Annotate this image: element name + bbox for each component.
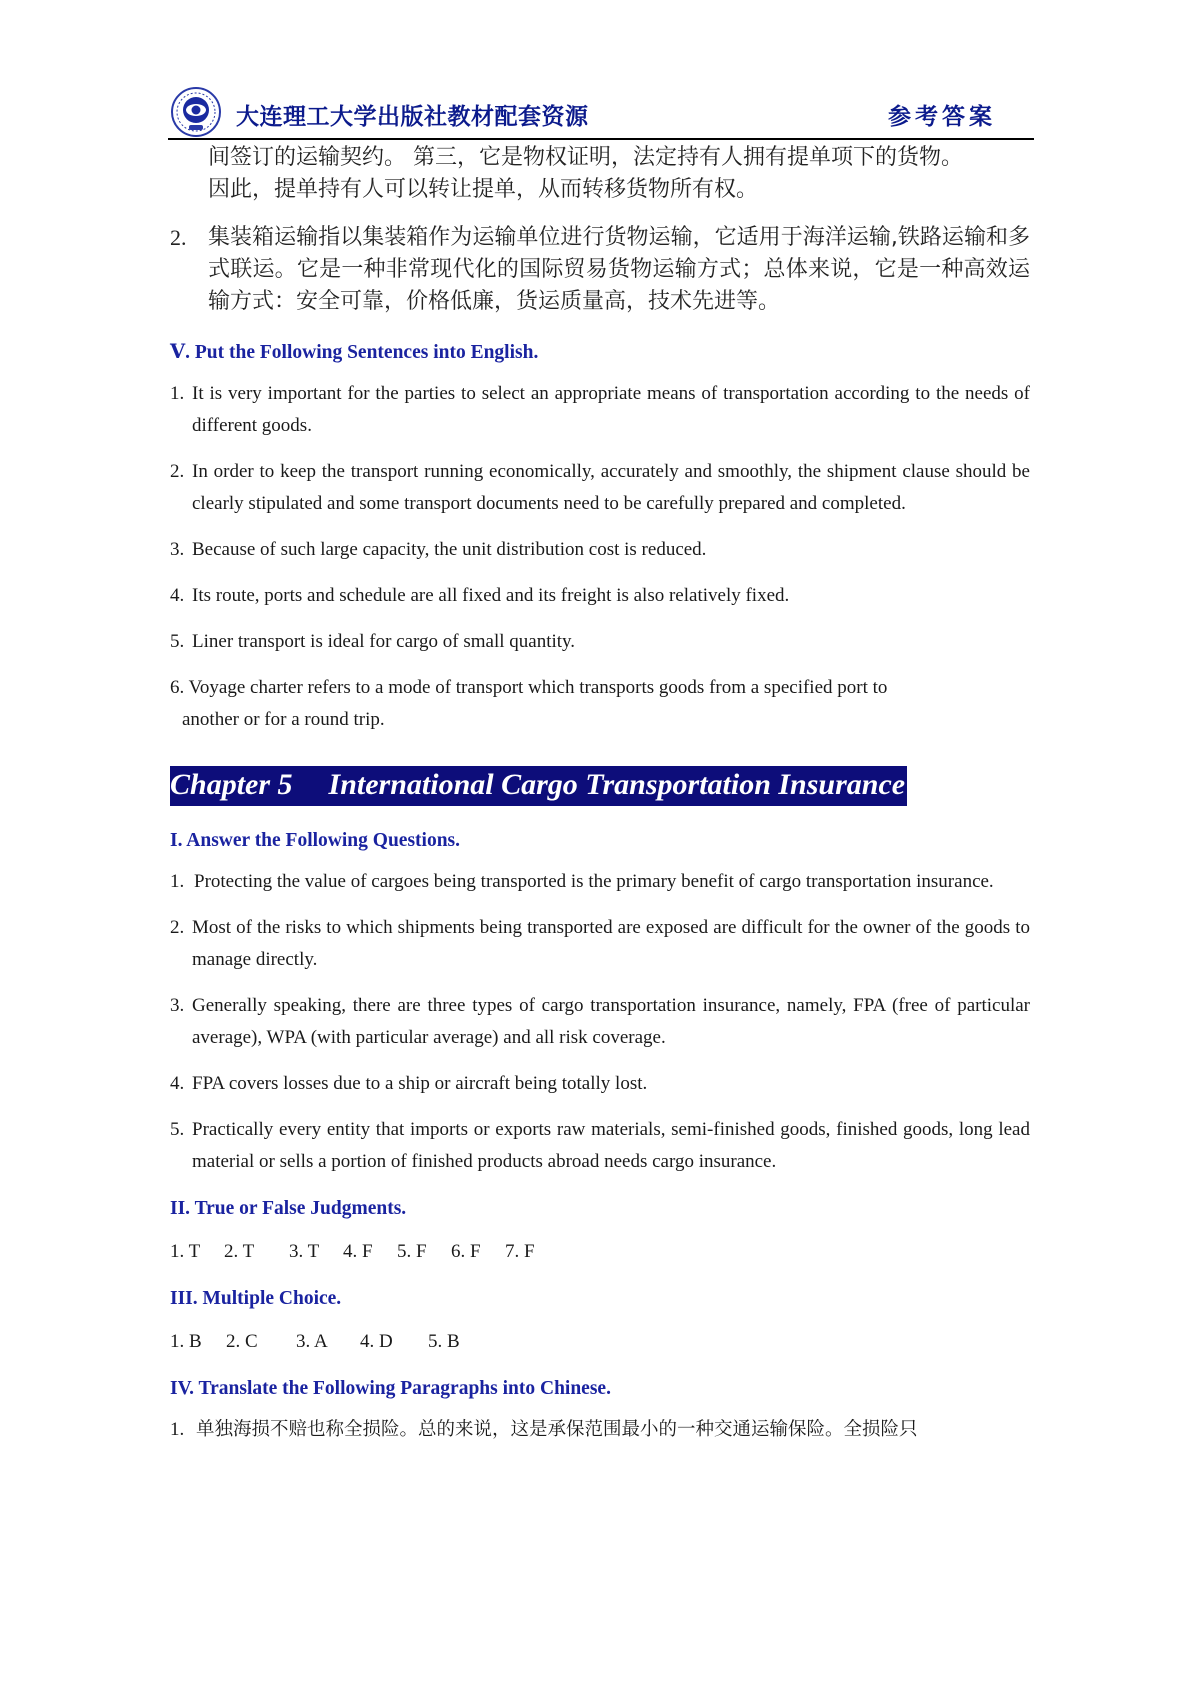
- continued-line-2: 因此，提单持有人可以转让提单，从而转移货物所有权。: [208, 177, 759, 202]
- chapter-number: Chapter 5: [170, 768, 293, 801]
- zh-answer-item: [170, 222, 1030, 318]
- continued-paragraph: [170, 142, 1030, 206]
- answer-item: 5. B: [428, 1331, 460, 1352]
- item-text: Most of the risks to which shipments being transported are exposed are difficult for the owner of the goods to manage directly.: [192, 917, 1030, 970]
- section-v-heading: Ⅴ. Put the Following Sentences into English.: [170, 342, 539, 363]
- item-text: Its route, ports and schedule are all fixed and its freight is also relatively fixed.: [192, 585, 790, 606]
- item-number: 2.: [170, 225, 187, 250]
- item-number: 2.: [170, 917, 185, 938]
- item-number: 1.: [170, 383, 185, 404]
- answer-item: 3. T: [289, 1241, 320, 1262]
- chapter-title: International Cargo Transportation Insurance: [328, 768, 906, 801]
- answer-item: 2. C: [226, 1331, 258, 1352]
- section-iii-heading: III. Multiple Choice.: [170, 1288, 342, 1309]
- list-item: [170, 1068, 1030, 1100]
- item-number: 4.: [170, 1073, 185, 1094]
- answer-item: 1. B: [170, 1331, 202, 1352]
- list-item: [170, 534, 1030, 566]
- list-item: [170, 378, 1030, 442]
- item-text: Practically every entity that imports or exports raw materials, semi-finished goods, finished goods, long lead material or sells a portion of finished products abroad needs cargo insurance.: [192, 1119, 1030, 1172]
- item-line-2: another or for a round trip.: [182, 709, 385, 730]
- item-text: Protecting the value of cargoes being transported is the primary benefit of cargo transportation insurance.: [194, 871, 994, 892]
- section-i-list: [170, 866, 1030, 1178]
- item-text: Generally speaking, there are three types of cargo transportation insurance, namely, FPA (free of particular average), WPA (with particular average) and all risk coverage.: [192, 995, 1030, 1048]
- zh-translation-item: [170, 1414, 1030, 1446]
- answer-item: 4. F: [343, 1241, 373, 1262]
- list-item: [170, 626, 1030, 658]
- chapter-heading: [170, 766, 907, 806]
- answer-item: 5. F: [397, 1241, 427, 1262]
- item-number: 5.: [170, 1119, 185, 1140]
- section-v-list: [170, 378, 1030, 736]
- item-number: 3.: [170, 539, 185, 560]
- item-number: 4.: [170, 585, 185, 606]
- item-text: Because of such large capacity, the unit distribution cost is reduced.: [192, 539, 707, 560]
- list-item: [170, 672, 1030, 736]
- page-content: [170, 140, 1030, 1446]
- item-line-1: 6. Voyage charter refers to a mode of transport which transports goods from a specified port to: [170, 677, 888, 698]
- list-item: [170, 912, 1030, 976]
- item-number: 1.: [170, 871, 185, 892]
- publisher-logo-icon: [170, 86, 222, 138]
- true-false-answers: [170, 1238, 1030, 1266]
- list-item: [170, 866, 1030, 898]
- item-number: 1.: [170, 1419, 185, 1440]
- answer-item: 2. T: [224, 1241, 255, 1262]
- item-text: Liner transport is ideal for cargo of small quantity.: [192, 631, 576, 652]
- item-text: It is very important for the parties to select an appropriate means of transportation according to the needs of different goods.: [192, 383, 1030, 436]
- page-header: [170, 86, 1034, 138]
- answer-item: 4. D: [360, 1331, 393, 1352]
- item-number: 3.: [170, 995, 185, 1016]
- section-ii-heading: II. True or False Judgments.: [170, 1198, 407, 1219]
- section-iv-heading: IV. Translate the Following Paragraphs into Chinese.: [170, 1378, 611, 1399]
- answer-item: 6. F: [451, 1241, 481, 1262]
- answer-item: 3. A: [296, 1331, 328, 1352]
- answer-item: 1. T: [170, 1241, 201, 1262]
- list-item: [170, 990, 1030, 1054]
- list-item: [170, 1114, 1030, 1178]
- item-number: 5.: [170, 631, 185, 652]
- publisher-title: 大连理工大学出版社教材配套资源: [236, 104, 589, 130]
- list-item: [170, 580, 1030, 612]
- item-number: 2.: [170, 461, 185, 482]
- item-text: 单独海损不赔也称全损险。总的来说，这是承保范围最小的一种交通运输保险。全损险只: [196, 1419, 918, 1440]
- section-i-heading: I. Answer the Following Questions.: [170, 830, 461, 851]
- multiple-choice-answers: [170, 1328, 1030, 1356]
- list-item: [170, 456, 1030, 520]
- item-text: In order to keep the transport running economically, accurately and smoothly, the shipment clause should be clearly stipulated and some transport documents need to be carefully prepared and completed.: [192, 461, 1030, 514]
- chapter-heading-row: [170, 766, 1030, 806]
- continued-line-1: 间签订的运输契约。 第三，它是物权证明，法定持有人拥有提单项下的货物。: [208, 145, 963, 170]
- item-text: 集装箱运输指以集装箱作为运输单位进行货物运输，它适用于海洋运输,铁路运输和多式联运。它是一种非常现代化的国际贸易货物运输方式；总体来说，它是一种高效运输方式：安全可靠，价格低廉，货运质量高，技术先进等。: [208, 225, 1030, 314]
- item-text: FPA covers losses due to a ship or aircraft being totally lost.: [192, 1073, 648, 1094]
- answer-key-label: 参考答案: [888, 104, 996, 130]
- answer-item: 7. F: [505, 1241, 535, 1262]
